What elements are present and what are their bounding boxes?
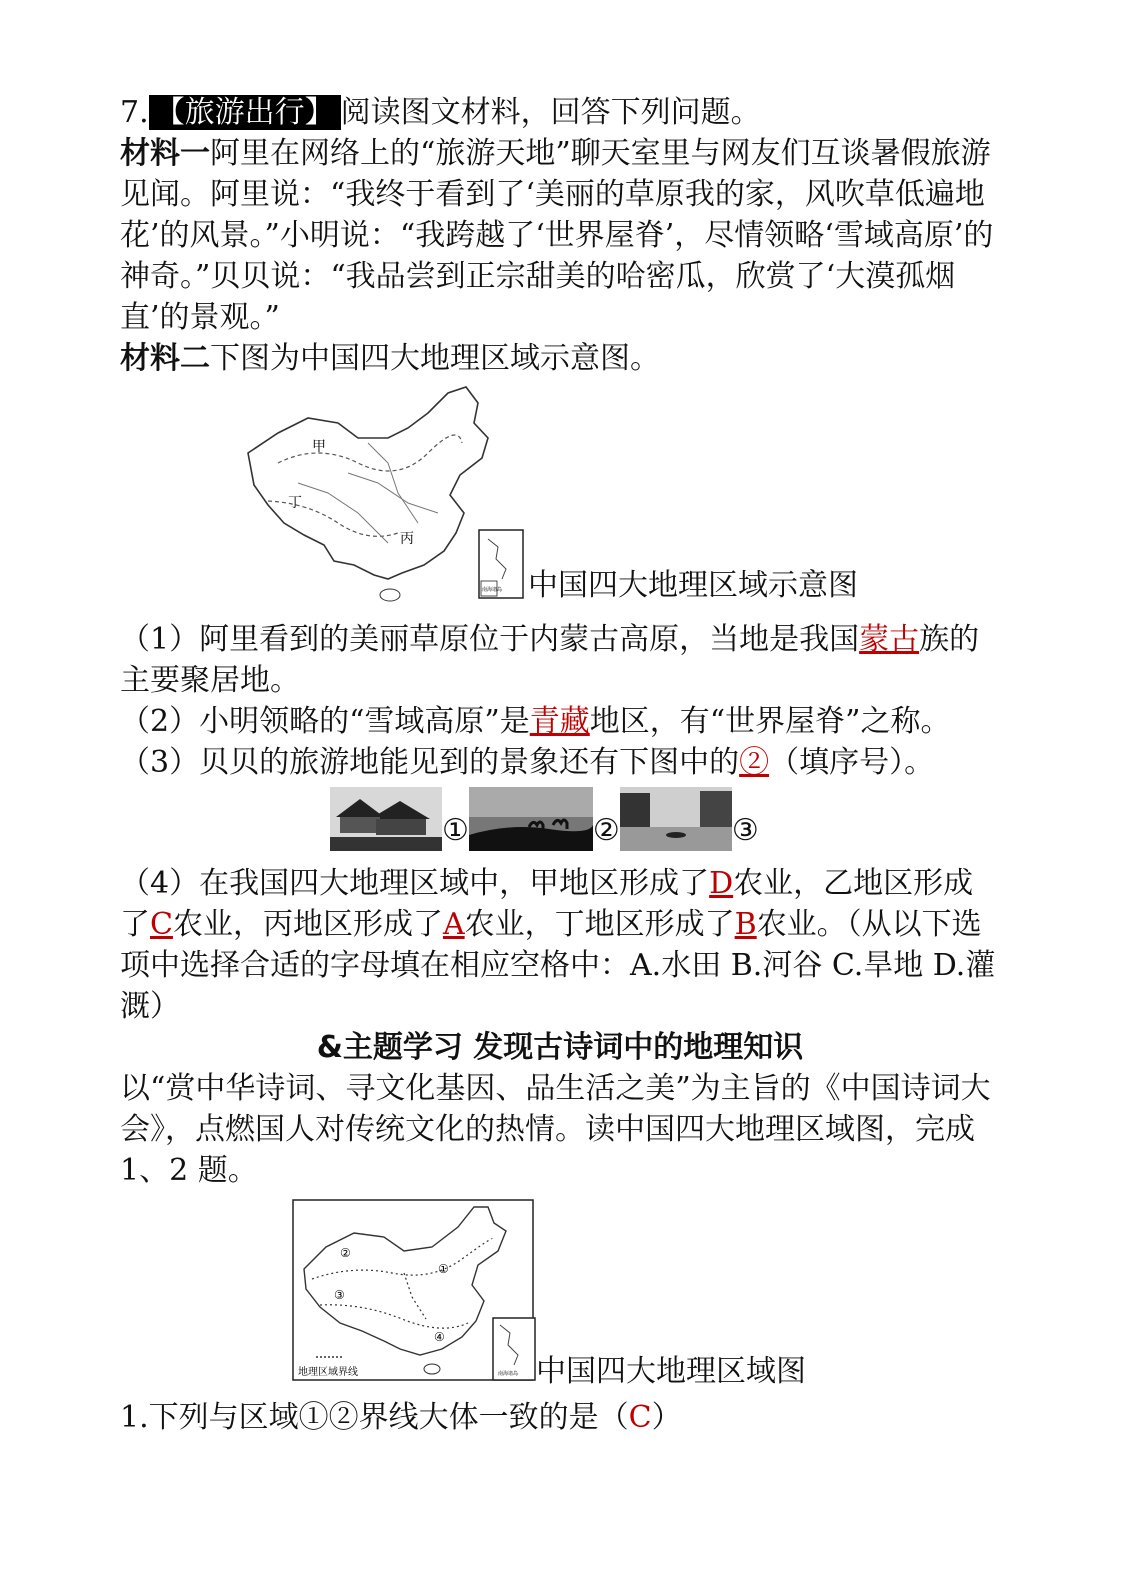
map2-label-1: ① [438,1262,449,1276]
answer-1: 蒙古 [859,622,920,657]
question-1-text: 1.下列与区域①②界线大体一致的是（ [120,1400,629,1435]
answer-4-ding: B [734,907,757,942]
photo-desert-camels [469,787,593,851]
photo-number-3: ③ [731,813,759,848]
photo-number-1: ① [442,813,469,848]
sub-question-2 [120,701,1000,742]
theme-intro: 以“赏中华诗词、寻文化基因、品生活之美”为主旨的《中国诗词大会》，点燃国人对传统文化的热情。读中国四大地理区域图，完成 1、2 题。 [120,1071,991,1188]
answer-2: 青藏 [529,704,590,739]
photo-number-2: ② [592,813,620,848]
question-1-tail: ） [651,1400,682,1435]
sub-question-3 [120,742,1000,783]
theme-heading: &主题学习 发现古诗词中的地理知识 [316,1030,804,1065]
material-one [120,133,1000,338]
sub-question-2-text: （2）小明领略的“雪域高原”是 [120,704,530,739]
map2-figure [120,1199,1000,1395]
map1-label-bing: 丙 [400,531,414,547]
map2-label-3: ③ [334,1288,345,1302]
answer-4-jia: D [709,866,734,901]
sub-question-3-tail: （填序号）。 [769,745,935,780]
map1-label-ding: 丁 [288,495,302,511]
material-one-text: 阿里在网络上的“旅游天地”聊天室里与网友们互谈暑假旅游见闻。阿里说：“我终于看到了‘美丽的草原我的家，风吹草低遍地花’的风景。”小明说：“我跨越了‘世界屋脊’，尽情领略‘雪域高原’的神奇。”贝贝说：“我品尝到正宗甜美的哈密瓜，欣赏了‘大漠孤烟直’的景观。” [120,136,994,335]
answer-q1: C [628,1400,652,1435]
material-two-label: 材料二 [120,341,210,376]
sub-question-4-text-d: 农业，丁地区形成了 [464,907,735,942]
sub-question-4-text-e: 农业。（从以下选项中选择合适的字母填在相应空格中：A.水田 B.河谷 C.旱地 D.灌溉） [120,907,996,1024]
map1-caption: 中国四大地理区域示意图 [528,568,858,603]
answer-3: ② [739,745,770,780]
answer-4-bing: A [442,907,465,942]
map1-figure [120,379,1000,619]
map1-inset [478,529,524,599]
map2-caption: 中国四大地理区域图 [536,1354,806,1389]
material-two [120,338,1000,379]
question-1 [120,1397,1000,1438]
sub-question-4-text-c: 农业，丙地区形成了 [172,907,443,942]
photo-row [120,787,1000,863]
photo-dai-house [330,787,442,851]
question-7-header [120,92,1000,133]
sub-question-1 [120,619,1000,701]
map2-legend: 地理区域界线 [298,1367,358,1378]
document-page [120,92,1000,1438]
sub-question-1-tail: 族的主要聚居地。 [120,622,980,698]
map2-inset [492,1317,536,1381]
map2-inset-label: 南海诸岛 [498,1371,519,1377]
sub-question-3-text: （3）贝贝的旅游地能见到的景象还有下图中的 [120,745,740,780]
answer-4-yi: C [150,907,173,942]
map2-label-2: ② [340,1246,351,1260]
sub-question-1-text: （1）阿里看到的美丽草原位于内蒙古高原，当地是我国 [120,622,860,657]
map1-label-jia: 甲 [312,439,326,455]
question-intro: 阅读图文材料，回答下列问题。 [340,95,761,130]
question-tag: 【旅游出行】 [149,95,341,130]
sub-question-4-text-b: 农业，乙地区形成了 [120,866,974,942]
sub-question-2-tail: 地区，有“世界屋脊”之称。 [589,704,951,739]
photo-water-town [620,787,732,851]
material-one-label: 材料一 [120,136,210,171]
material-two-text: 下图为中国四大地理区域示意图。 [210,341,660,376]
question-number: 7. [120,95,149,130]
sub-question-4-text-a: （4）在我国四大地理区域中，甲地区形成了 [120,866,710,901]
map2-label-4: ④ [434,1330,445,1344]
sub-question-4 [120,863,1000,1027]
map1-inset-label: 南海诸岛 [482,587,503,593]
